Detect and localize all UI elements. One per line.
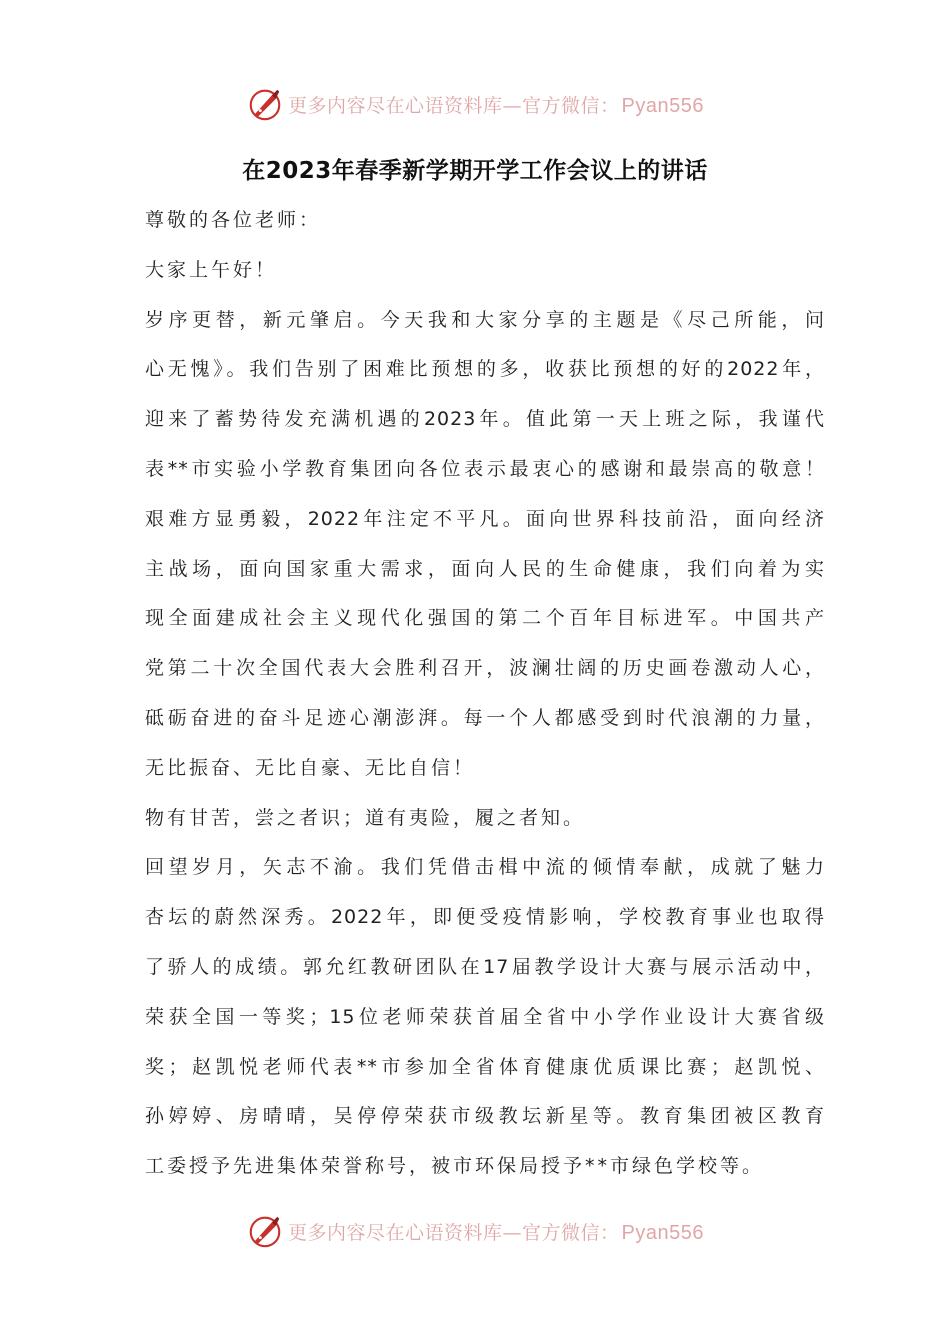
text-line: 工委授予先进集体荣誉称号，被市环保局授予**市绿色学校等。 — [145, 1155, 765, 1178]
text-line: 了骄人的成绩。郭允红教研团队在17届教学设计大赛与展示活动中， — [145, 955, 825, 978]
pen-nib-circle-icon — [246, 1212, 284, 1250]
text-line: 荣获全国一等奖；15位老师荣获首届全省中小学作业设计大赛省级 — [145, 1005, 825, 1028]
text-line: 艰难方显勇毅，2022年注定不平凡。面向世界科技前沿，面向经济 — [145, 507, 825, 530]
pen-nib-circle-icon — [246, 85, 284, 123]
document-body — [145, 196, 825, 1192]
text-line: 现全面建成社会主义现代化强国的第二个百年目标进军。中国共产 — [145, 607, 825, 630]
text-line: 砥砺奋进的奋斗足迹心潮澎湃。每一个人都感受到时代浪潮的力量， — [145, 706, 825, 729]
text-line: 主战场，面向国家重大需求，面向人民的生命健康，我们向着为实 — [145, 557, 825, 580]
header-watermark — [0, 84, 950, 124]
text-line: 表**市实验小学教育集团向各位表示最衷心的感谢和最崇高的敬意！ — [145, 457, 825, 480]
text-line: 无比振奋、无比自豪、无比自信！ — [145, 756, 476, 779]
text-line: 杏坛的蔚然深秀。2022年，即便受疫情影响，学校教育事业也取得 — [145, 906, 825, 929]
text-line: 回望岁月，矢志不渝。我们凭借击楫中流的倾情奉献，成就了魅力 — [145, 856, 825, 879]
text-line: 孙婷婷、房晴晴，吴停停荣获市级教坛新星等。教育集团被区教育 — [145, 1105, 825, 1128]
text-line: 党第二十次全国代表大会胜利召开，波澜壮阔的历史画卷激动人心， — [145, 657, 825, 680]
greeting-line: 大家上午好！ — [145, 258, 278, 281]
text-line: 物有甘苦，尝之者识；道有夷险，履之者知。 — [145, 806, 586, 829]
footer-watermark — [0, 1211, 950, 1251]
text-line: 奖；赵凯悦老师代表**市参加全省体育健康优质课比赛；赵凯悦、 — [145, 1055, 825, 1078]
document-title: 在2023年春季新学期开学工作会议上的讲话 — [242, 158, 708, 184]
watermark-text: 更多内容尽在心语资料库—官方微信： Pyan556 — [288, 94, 704, 117]
text-line: 岁序更替，新元肇启。今天我和大家分享的主题是《尽己所能，问 — [145, 308, 825, 331]
text-line: 心无愧》。我们告别了困难比预想的多，收获比预想的好的2022年， — [145, 358, 825, 381]
salutation-line: 尊敬的各位老师： — [145, 209, 322, 231]
text-line: 迎来了蓄势待发充满机遇的2023年。值此第一天上班之际，我谨代 — [145, 408, 825, 431]
watermark-text: 更多内容尽在心语资料库—官方微信： Pyan556 — [288, 1221, 704, 1244]
